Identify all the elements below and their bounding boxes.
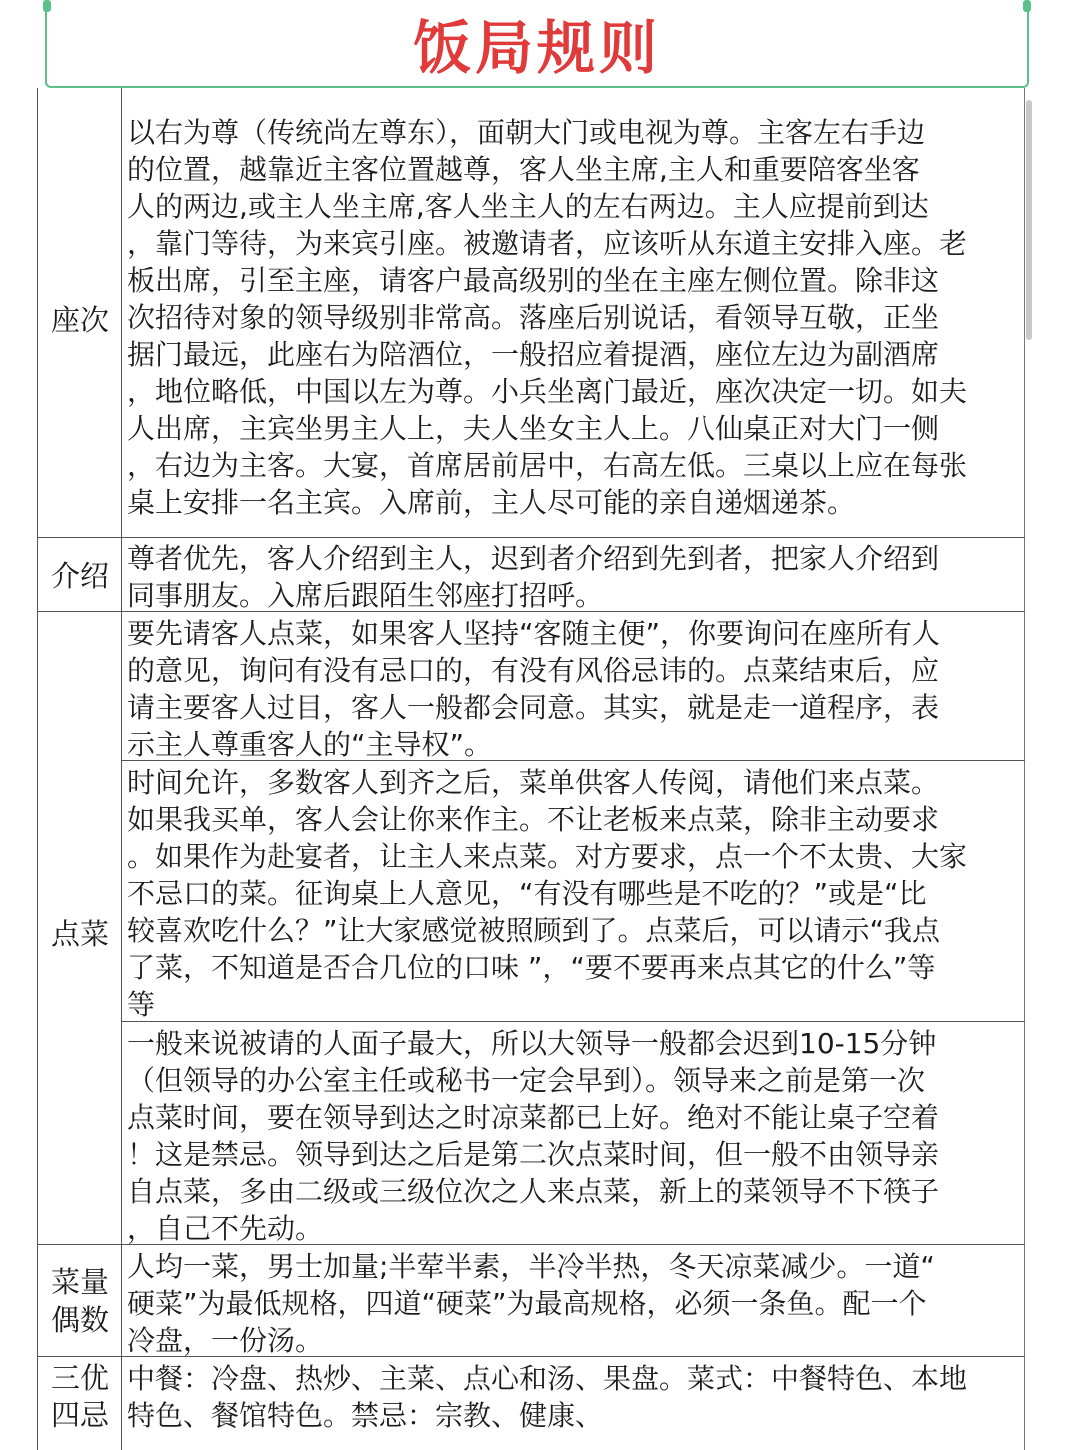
title-banner: [45, 2, 1029, 88]
row-divider: [37, 537, 1025, 538]
row-label-seating: 座次: [50, 303, 109, 337]
page-title: 饭局规则: [412, 14, 661, 82]
row-text-taboos: 中餐：冷盘、热炒、主菜、点心和汤、果盘。菜式：中餐特色、本地 特色、餐馆特色。禁忌：宗教、健康、: [127, 1362, 968, 1432]
row-text-dish-count: 人均一菜，男士加量;半荤半素，半冷半热，冬天凉菜减少。一道“ 硬菜”为最低规格，四道“硬菜”为最高规格，必须一条鱼。配一个 冷盘，一份汤。: [127, 1250, 935, 1357]
row-text-ordering-a: 要先请客人点菜，如果客人坚持“客随主便”，你要询问在座所有人 的意见，询问有没有忌口的，有没有风俗忌讳的。点菜结束后，应 请主要客人过目，客人一般都会同意。其实，就是走一道程序，表 示主人尊重客人的“主导权”。: [127, 617, 941, 761]
row-label-dish-count-2: 偶数: [50, 1303, 109, 1337]
row-label-dish-count-1: 菜量: [50, 1265, 109, 1299]
row-label-introduction: 介绍: [50, 559, 109, 593]
row-label-taboos-2: 四忌: [50, 1398, 109, 1432]
row-label-taboos-1: 三优: [50, 1361, 109, 1395]
row-text-seating: 以右为尊（传统尚左尊东），面朝大门或电视为尊。主客左右手边 的位置，越靠近主客位置越尊，客人坐主席,主人和重要陪客坐客 人的两边,或主人坐主席,客人坐主人的左右两边。主人应提前到达 ，靠门等待，为来宾引座。被邀请者，应该听从东道主安排入座。老 板出席，引至主座，请客户最高级别的坐在主座左侧位置。除非这 次招待对象的领导级别非常高。落座后别说话，看领导互敬，正坐 据门最远，此座右为陪酒位，一般招应着提酒，座位左边为副酒席 ，地位略低，中国以左为尊。小兵坐离门最近，座次决定一切。如夫 人出席，主宾坐男主人上，夫人坐女主人上。八仙桌正对大门一侧 ，右边为主客。大宴，首席居前居中，右高左低。三桌以上应在每张 桌上安排一名主宾。入席前，主人尽可能的亲自递烟递茶。: [127, 116, 968, 519]
scrollbar[interactable]: [1026, 100, 1032, 340]
row-text-introduction: 尊者优先，客人介绍到主人，迟到者介绍到先到者，把家人介绍到 同事朋友。入席后跟陌生邻座打招呼。: [127, 542, 940, 612]
column-divider: [121, 88, 122, 1450]
row-text-ordering-c: 一般来说被请的人面子最大，所以大领导一般都会迟到10-15分钟 （但领导的办公室主任或秘书一定会早到）。领导来之前是第一次 点菜时间，要在领导到达之时凉菜都已上好。绝对不能让桌子空着 ！这是禁忌。领导到达之后是第二次点菜时间，但一般不由领导亲 自点菜，多由二级或三级位次之人来点菜，新上的菜领导不下筷子 ，自己不先动。: [127, 1027, 940, 1245]
row-text-ordering-b: 时间允许，多数客人到齐之后，菜单供客人传阅，请他们来点菜。 如果我买单，客人会让你来作主。不让老板来点菜，除非主动要求 。如果作为赴宴者，让主人来点菜。对方要求，点一个不太贵、大家 不忌口的菜。征询桌上人意见，“有没有哪些是不吃的？”或是“比 较喜欢吃什么？”让大家感觉被照顾到了。点菜后，可以请示“我点 了菜，不知道是否合几位的口味 ”，“要不要再来点其它的什么”等 等: [127, 766, 968, 1021]
table-right-border: [1024, 88, 1025, 1450]
row-label-ordering: 点菜: [50, 917, 109, 951]
